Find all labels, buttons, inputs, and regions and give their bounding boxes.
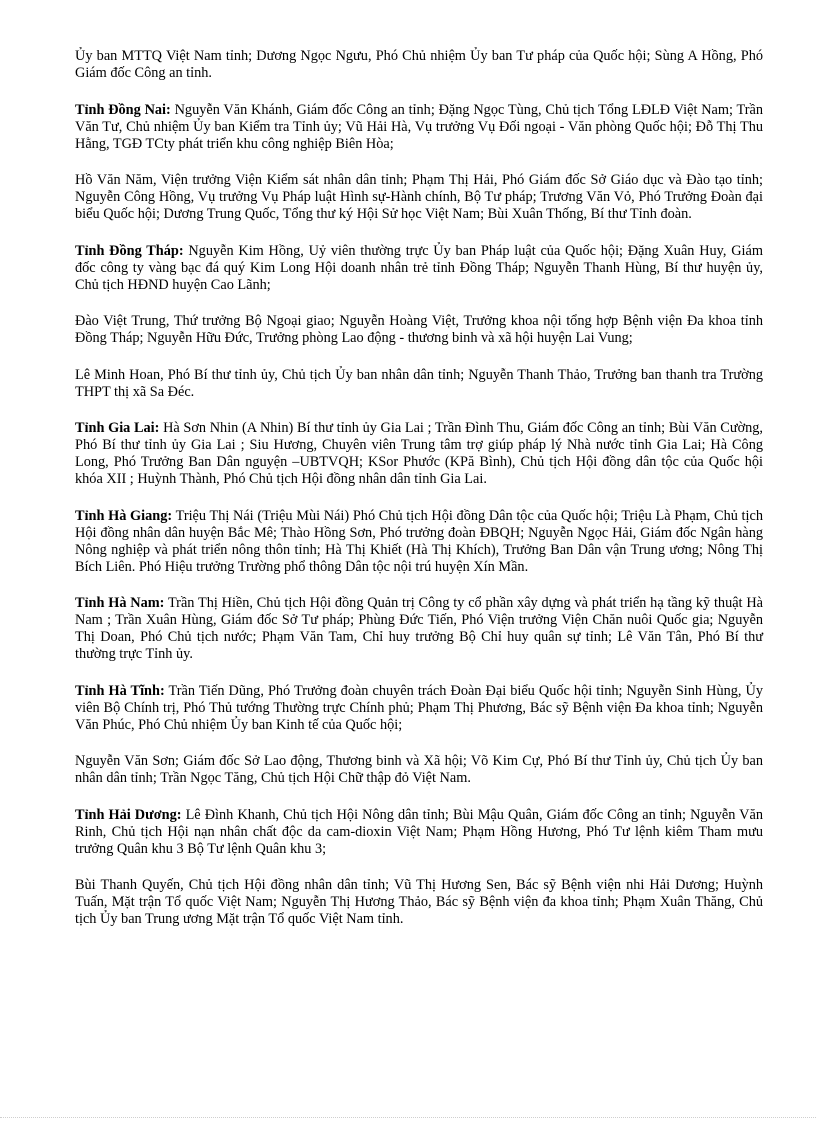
paragraph-text: Đào Việt Trung, Thứ trưởng Bộ Ngoại giao; Nguyễn Hoàng Việt, Trưởng khoa nội tổng hợp Bệnh viện Đa khoa tỉnh Đồng Tháp; Nguyễn Hữu Đức, Trưởng phòng Lao động - thương binh và xã hội huyện Lai Vung; bbox=[75, 313, 763, 346]
paragraph-text: Nguyễn Văn Sơn; Giám đốc Sở Lao động, Thương binh và Xã hội; Võ Kim Cự, Phó Bí thư Tỉnh ủy, Chủ tịch Ủy ban nhân dân tỉnh; Trần Ngọc Tăng, Chủ tịch Hội Chữ thập đỏ Việt Nam. bbox=[75, 753, 763, 786]
province-label: Tỉnh Đồng Nai: bbox=[75, 101, 171, 118]
province-label: Tỉnh Gia Lai: bbox=[75, 420, 160, 436]
paragraph bbox=[75, 172, 763, 223]
paragraph-text: Nguyễn Kim Hồng, Uỷ viên thường trực Ủy ban Pháp luật của Quốc hội; Đặng Xuân Huy, Giám đốc công ty vàng bạc đá quý Kim Long Hội doanh nhân trẻ tỉnh Đồng Tháp; Nguyễn Thanh Hùng, Bí thư huyện ủy, Chủ tịch HĐND huyện Cao Lãnh; bbox=[75, 242, 763, 293]
paragraph bbox=[75, 243, 763, 294]
paragraph-text: Nguyễn Văn Khánh, Giám đốc Công an tỉnh; Đặng Ngọc Tùng, Chủ tịch Tổng LĐLĐ Việt Nam; Trần Văn Tư, Chủ nhiệm Ủy ban Kiểm tra Tỉnh ủy; Vũ Hải Hà, Vụ trưởng Vụ Đối ngoại - Văn phòng Quốc hội; Đỗ Thị Thu Hằng, TGĐ TCty phát triển khu công nghiệp Biên Hòa; bbox=[75, 101, 764, 152]
paragraph-text: Hà Sơn Nhin (A Nhin) Bí thư tỉnh ủy Gia Lai ; Trần Đình Thu, Giám đốc Công an tỉnh; Bùi Văn Cường, Phó Bí thư tỉnh ủy Gia Lai ; Siu Hương, Chuyên viên Trung tâm trợ giúp pháp lý Nhà nước tỉnh Gia Lai; Hà Công Long, Phó Trưởng Ban Dân nguyện –UBTVQH; KSor Phước (KPă Bình), Chủ tịch Hội đồng dân tộc của Quốc hội khóa XII ; Huỳnh Thành, Phó Chủ tịch Hội đồng nhân dân tỉnh Gia Lai. bbox=[75, 420, 764, 487]
province-label: Tỉnh Đồng Tháp: bbox=[75, 242, 184, 259]
province-label: Tỉnh Hà Nam: bbox=[75, 595, 165, 611]
paragraph-text: Bùi Thanh Quyến, Chủ tịch Hội đồng nhân dân tỉnh; Vũ Thị Hương Sen, Bác sỹ Bệnh viện nhi Hải Dương; Huỳnh Tuấn, Mặt trận Tổ quốc Việt Nam; Nguyễn Thị Hương Thảo, Bác sỹ Bệnh viện đa khoa tỉnh; Phạm Xuân Thăng, Chủ tịch Ủy ban Trung ương Mặt trận Tổ quốc Việt Nam tỉnh. bbox=[75, 877, 763, 927]
province-label: Tỉnh Hà Giang: bbox=[75, 507, 173, 524]
paragraph bbox=[75, 313, 763, 347]
paragraph-text: Lê Đình Khanh, Chủ tịch Hội Nông dân tỉnh; Bùi Mậu Quân, Giám đốc Công an tỉnh; Nguyễn Văn Rinh, Chủ tịch Hội nạn nhân chất độc da cam-dioxin Việt Nam; Phạm Hồng Hương, Phó Tư lệnh kiêm Tham mưu trưởng Quân khu 3 Bộ Tư lệnh Quân khu 3; bbox=[75, 806, 763, 857]
paragraph-text: Lê Minh Hoan, Phó Bí thư tỉnh ủy, Chủ tịch Ủy ban nhân dân tỉnh; Nguyễn Thanh Thảo, Trưởng ban thanh tra Trường THPT thị xã Sa Đéc. bbox=[75, 366, 763, 400]
document-page bbox=[75, 48, 763, 948]
paragraph bbox=[75, 102, 763, 153]
page-bottom-divider bbox=[0, 1117, 816, 1118]
paragraph bbox=[75, 807, 763, 858]
paragraph-text: Trần Thị Hiền, Chủ tịch Hội đồng Quản trị Công ty cổ phần xây dựng và phát triển hạ tầng kỹ thuật Hà Nam ; Trần Xuân Hùng, Giám đốc Sở Tư pháp; Phùng Đức Tiến, Phó Viện trưởng Viện Chăn nuôi Quốc gia; Nguyễn Thị Doan, Phó Chủ tịch nước; Phạm Văn Tam, Chỉ huy trưởng Bộ Chỉ huy quân sự tỉnh; Lê Văn Tân, Phó Bí thư thường trực Tỉnh ủy. bbox=[75, 595, 763, 662]
paragraph bbox=[75, 595, 763, 663]
province-label: Tỉnh Hải Dương: bbox=[75, 806, 182, 823]
paragraph bbox=[75, 753, 763, 787]
paragraph bbox=[75, 877, 763, 928]
paragraph bbox=[75, 683, 763, 734]
paragraph-text: Triệu Thị Nái (Triệu Mùi Nái) Phó Chủ tịch Hội đồng Dân tộc của Quốc hội; Triệu Là Phạm, Chủ tịch Hội đồng nhân dân huyện Bắc Mê; Thào Hồng Sơn, Phó trưởng đoàn ĐBQH; Nguyễn Ngọc Hải, Giám đốc Ngân hàng Nông nghiệp và phát triển nông thôn tỉnh; Hà Thị Khiết (Hà Thị Khích), Trưởng Ban Dân vận Trung ương; Nông Thị Bích Liên. Phó Hiệu trưởng Trường phổ thông Dân tộc nội trú huyện Xín Mần. bbox=[75, 507, 763, 575]
paragraph-text: Ủy ban MTTQ Việt Nam tỉnh; Dương Ngọc Ngưu, Phó Chủ nhiệm Ủy ban Tư pháp của Quốc hội; Sùng A Hồng, Phó Giám đốc Công an tỉnh. bbox=[75, 48, 763, 81]
paragraph bbox=[75, 420, 763, 488]
paragraph bbox=[75, 508, 763, 576]
paragraph bbox=[75, 48, 763, 82]
paragraph-text: Hồ Văn Năm, Viện trưởng Viện Kiểm sát nhân dân tỉnh; Phạm Thị Hải, Phó Giám đốc Sở Giáo dục và Đào tạo tỉnh; Nguyễn Công Hồng, Vụ trưởng Vụ Pháp luật Hình sự-Hành chính, Bộ Tư pháp; Trương Văn Vỏ, Phó Trưởng Đoàn đại biểu Quốc hội; Dương Trung Quốc, Tổng thư ký Hội Sử học Việt Nam; Bùi Xuân Thống, Bí thư Tỉnh đoàn. bbox=[75, 172, 763, 222]
paragraph bbox=[75, 367, 763, 401]
province-label: Tỉnh Hà Tĩnh: bbox=[75, 682, 165, 699]
paragraph-text: Trần Tiến Dũng, Phó Trưởng đoàn chuyên trách Đoàn Đại biểu Quốc hội tỉnh; Nguyễn Sinh Hùng, Ủy viên Bộ Chính trị, Phó Thủ tướng Thường trực Chính phủ; Phạm Thị Phương, Bác sỹ Bệnh viện Đa khoa tỉnh; Nguyễn Văn Phúc, Phó Chủ nhiệm Ủy ban Kinh tế của Quốc hội; bbox=[75, 682, 763, 733]
